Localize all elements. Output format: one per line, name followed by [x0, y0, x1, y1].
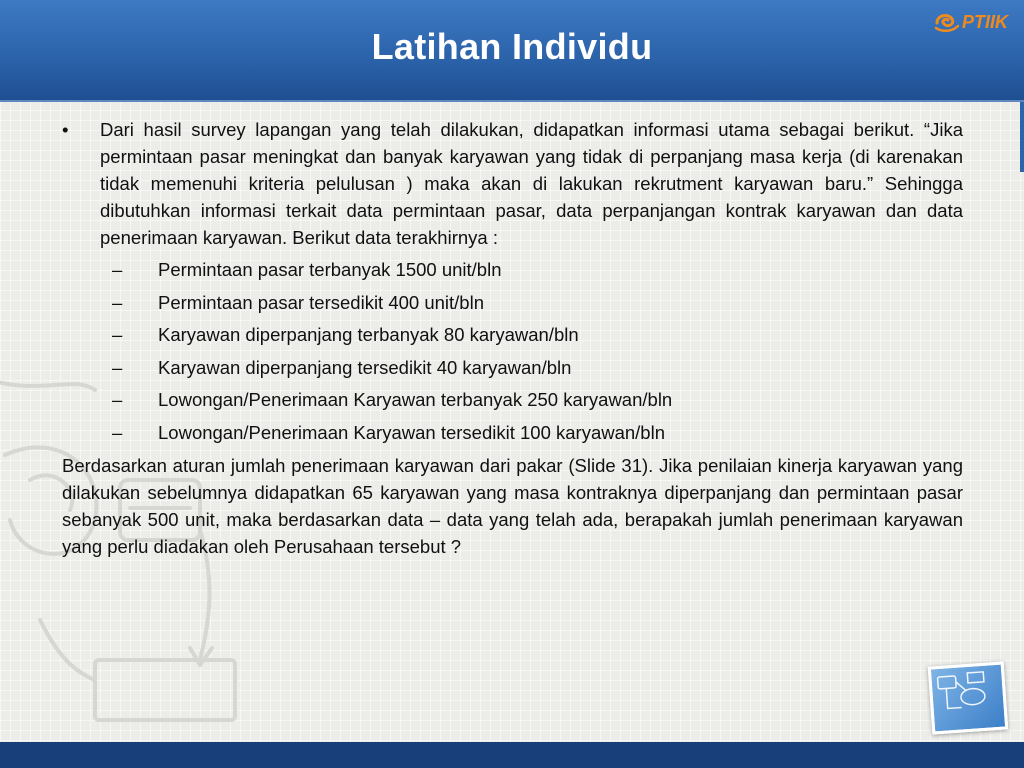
list-item-text: Karyawan diperpanjang tersedikit 40 karyawan/bln — [158, 356, 572, 378]
main-bullet — [62, 116, 963, 251]
list-item — [62, 386, 963, 419]
slide-footer — [0, 742, 1024, 768]
right-accent-bar — [1020, 102, 1024, 172]
list-item — [62, 289, 963, 322]
list-item-text: Lowongan/Penerimaan Karyawan tersedikit 100 karyawan/bln — [158, 421, 665, 443]
slide-content — [62, 116, 963, 560]
diagram-sketch-icon — [931, 665, 999, 725]
list-item-text: Permintaan pasar tersedikit 400 unit/bln — [158, 291, 484, 313]
dash-marker: – — [112, 291, 123, 313]
logo-text: PTIIK — [961, 11, 1008, 32]
list-item — [62, 419, 963, 452]
data-list — [62, 256, 963, 452]
diagram-thumbnail-image — [928, 661, 1009, 734]
list-item — [62, 321, 963, 354]
list-item-text: Permintaan pasar terbanyak 1500 unit/bln — [158, 259, 502, 280]
slide-header — [0, 0, 1024, 102]
dash-marker: – — [112, 356, 123, 378]
dash-marker: – — [112, 259, 123, 280]
question-paragraph: Berdasarkan aturan jumlah penerimaan karyawan dari pakar (Slide 31). Jika penilaian kinerja karyawan yang dilakukan sebelumnya didapatkan 65 karyawan yang masa kontraknya diperpanjang dan permintaan pasar sebanyak 500 unit, maka berdasarkan data – data yang telah ada, berapakah jumlah penerimaan karyawan yang perlu diadakan oleh Perusahaan tersebut ? — [62, 454, 963, 557]
intro-text: Dari hasil survey lapangan yang telah dilakukan, didapatkan informasi utama sebagai berikut. “Jika permintaan pasar meningkat dan banyak karyawan yang tidak di perpanjang masa kerja (di karenakan tidak memenuhi kriteria pelulusan ) maka akan di lakukan rekrutment karyawan baru.” Sehingga dibutuhkan informasi terkait data permintaan pasar, data perpanjangan kontrak karyawan dan data penerimaan karyawan. Berikut data terakhirnya : — [100, 119, 963, 248]
bullet-marker: • — [62, 119, 69, 140]
ptiik-logo — [934, 11, 1008, 33]
dash-marker: – — [112, 421, 123, 443]
dash-marker: – — [112, 324, 123, 346]
list-item — [62, 354, 963, 387]
slide-title: Latihan Individu — [371, 26, 653, 67]
list-item-text: Lowongan/Penerimaan Karyawan terbanyak 250 karyawan/bln — [158, 389, 673, 411]
list-item-text: Karyawan diperpanjang terbanyak 80 karyawan/bln — [158, 324, 579, 346]
swirl-logo-icon — [934, 11, 960, 33]
list-item — [62, 256, 963, 289]
dash-marker: – — [112, 389, 123, 411]
